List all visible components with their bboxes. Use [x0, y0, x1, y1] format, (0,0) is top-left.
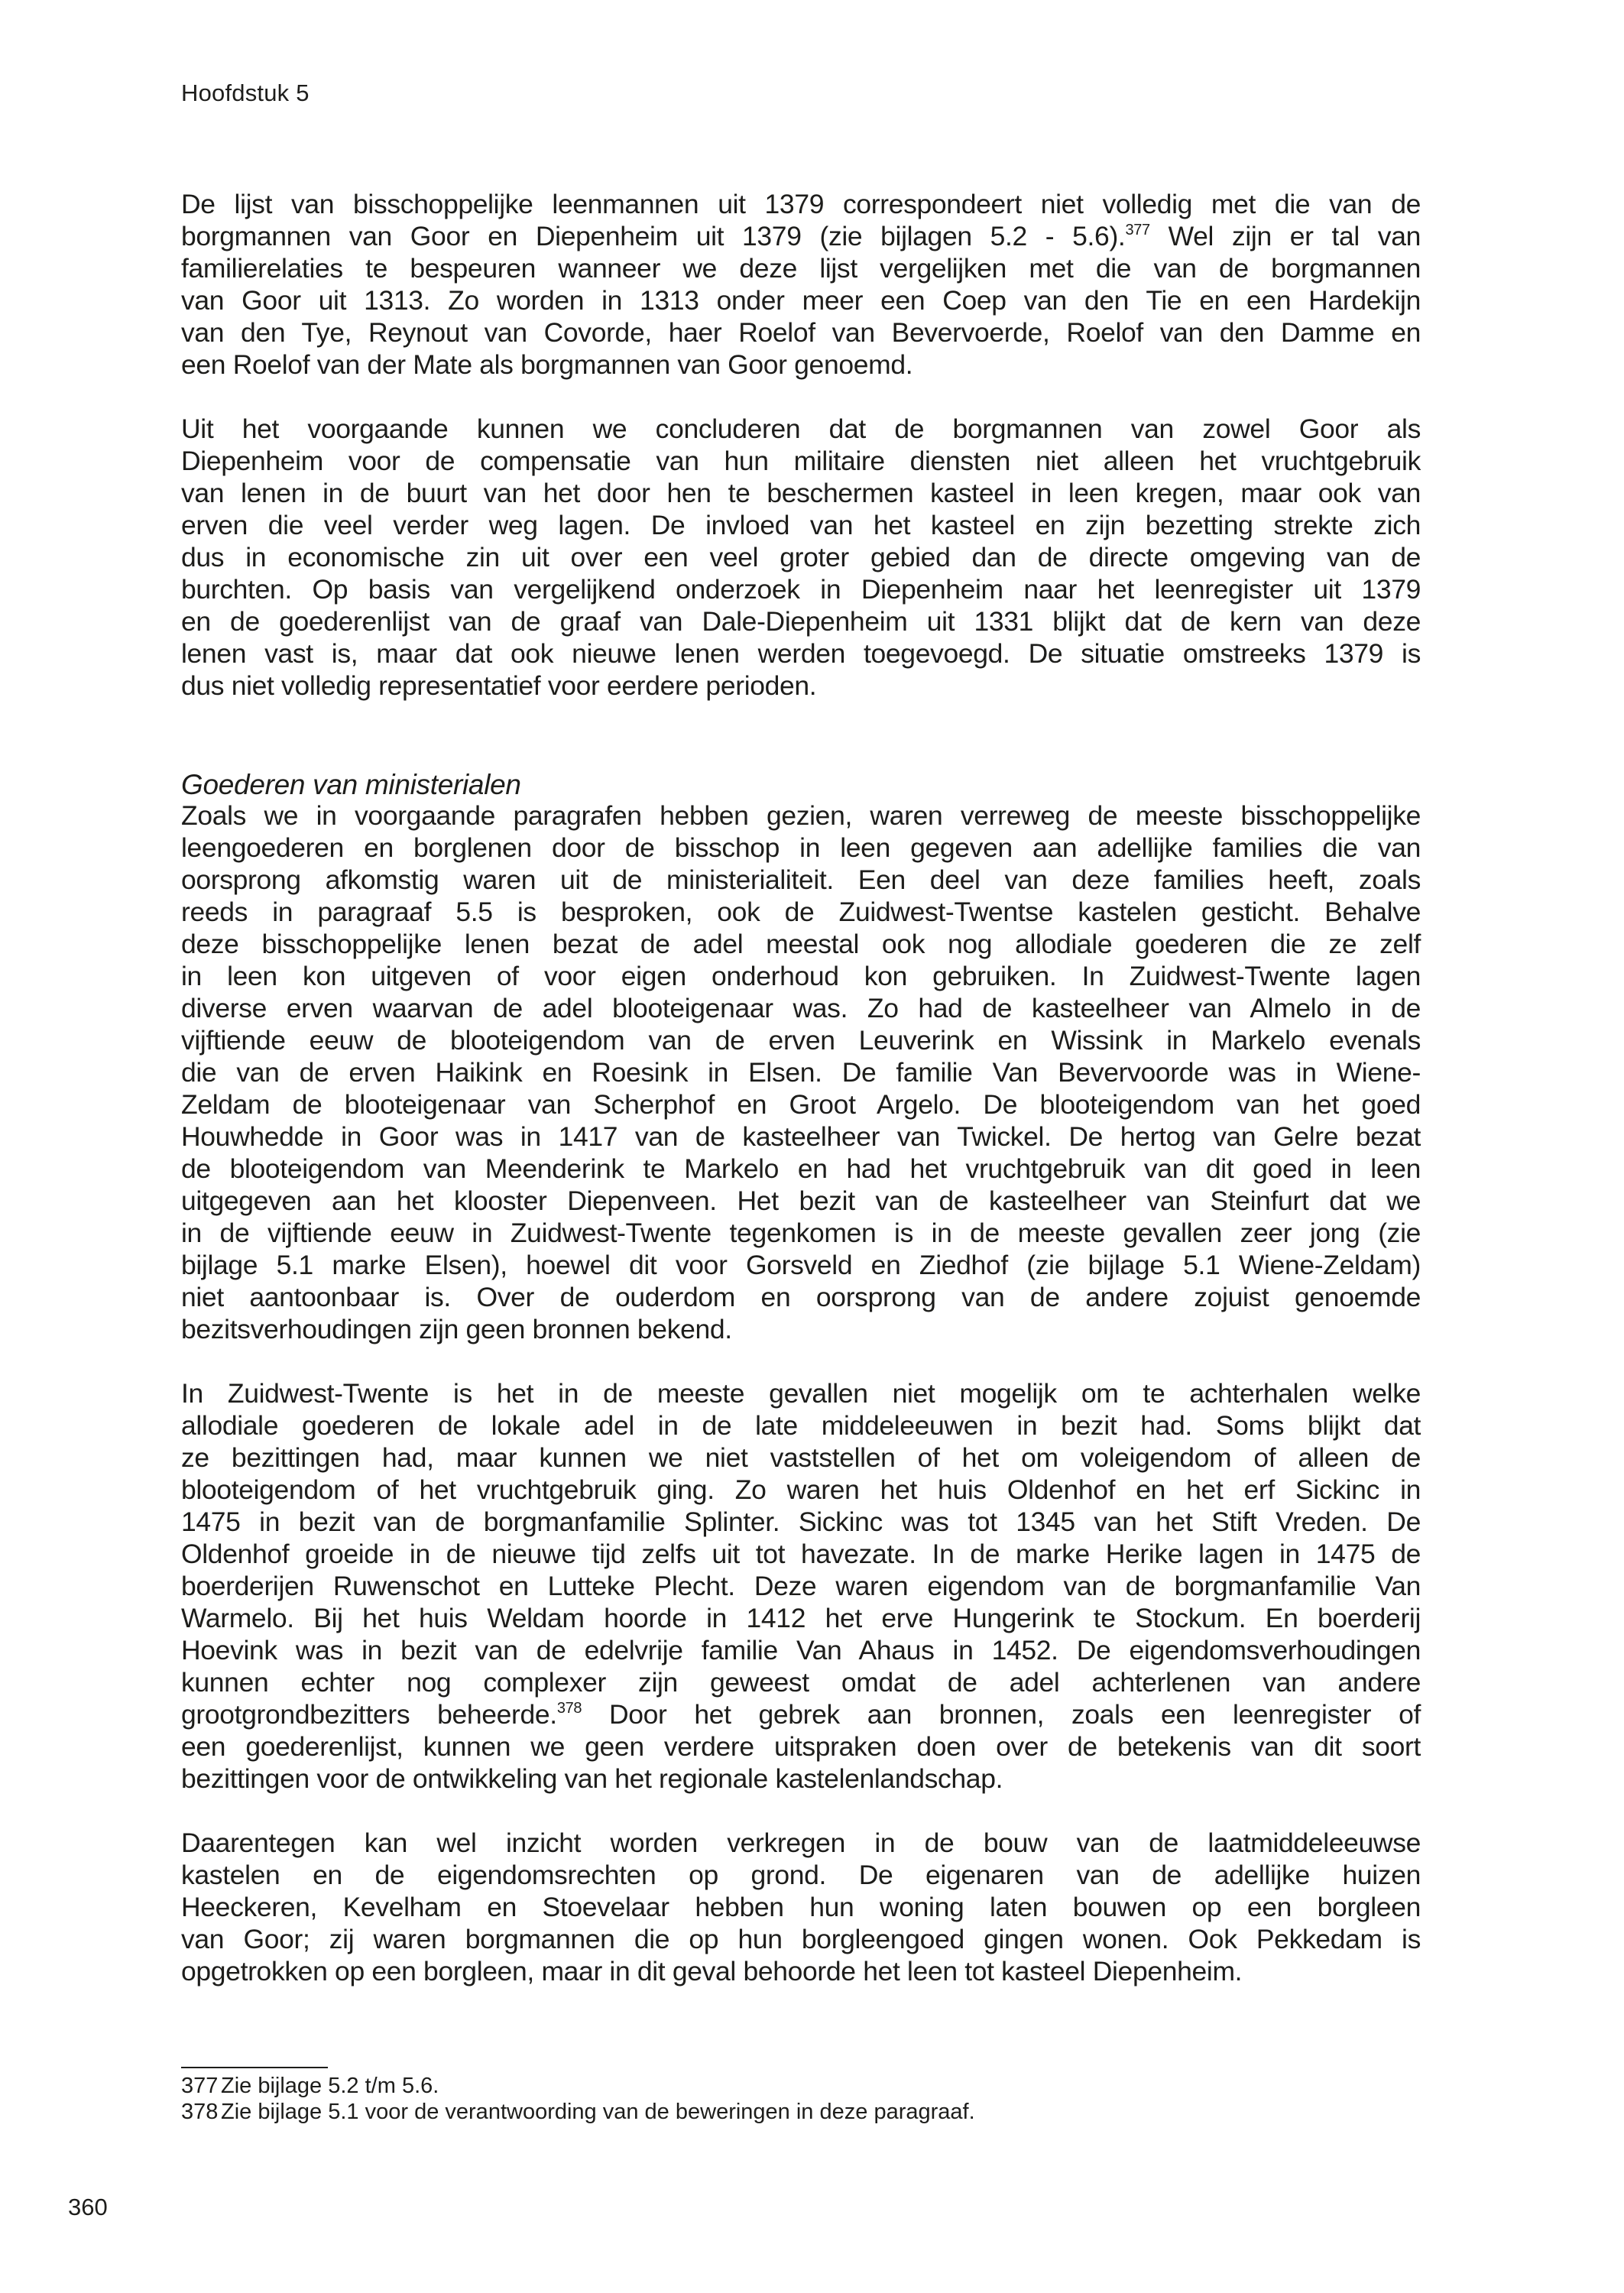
section-goederen — [181, 769, 1421, 1987]
text-line: dus in economische zin uit over een veel groter gebied dan de directe omgeving van de — [181, 542, 1421, 572]
text-line: opgetrokken op een borgleen, maar in dit geval behoorde het leen tot kasteel Diepenheim. — [181, 1956, 1243, 1987]
text-line: diverse erven waarvan de adel blooteigenaar was. Zo had de kasteelheer van Almelo in de — [181, 993, 1421, 1023]
text-line: van Goor uit 1313. Zo worden in 1313 onder meer een Coep van den Tie en een Hardekijn — [181, 285, 1421, 316]
text-line: Uit het voorgaande kunnen we concluderen dat de borgmannen van zowel Goor als — [181, 414, 1421, 444]
footnote-ref[interactable]: 378 — [556, 1700, 582, 1717]
paragraph-1 — [181, 188, 1421, 381]
text-line: Diepenheim voor de compensatie van hun militaire diensten niet alleen het vruchtgebruik — [181, 446, 1421, 476]
text-line: bijlage 5.1 marke Elsen), hoewel dit voor Gorsveld en Ziedhof (zie bijlage 5.1 Wiene-Zeldam) — [181, 1250, 1421, 1280]
footnotes — [181, 2073, 975, 2125]
text-line: lenen vast is, maar dat ook nieuwe lenen werden toegevoegd. De situatie omstreeks 1379 is — [181, 638, 1421, 669]
text-line: Zoals we in voorgaande paragrafen hebben gezien, waren verreweg de meeste bisschoppelijke — [181, 800, 1421, 831]
text-line — [181, 1698, 1421, 1730]
text-line: van den Tye, Reynout van Covorde, haer Roelof van Bevervoerde, Roelof van den Damme en — [181, 317, 1421, 348]
text-line: bezittingen voor de ontwikkeling van het regionale kastelenlandschap. — [181, 1763, 1003, 1794]
footnote-text: Zie bijlage 5.2 t/m 5.6. — [221, 2074, 439, 2098]
text-line: blooteigendom of het vruchtgebruik ging. Zo waren het huis Oldenhof en het erf Sickinc in — [181, 1474, 1421, 1505]
paragraph-3 — [181, 799, 1421, 1345]
footnote-ref[interactable]: 377 — [1125, 222, 1150, 238]
text-line: niet aantoonbaar is. Over de ouderdom en oorsprong van de andere zojuist genoemde — [181, 1282, 1421, 1312]
text-line: allodiale goederen de lokale adel in de late middeleeuwen in bezit had. Soms blijkt dat — [181, 1410, 1421, 1441]
footnote-number: 377 — [181, 2074, 219, 2098]
text-line: 1475 in bezit van de borgmanfamilie Splinter. Sickinc was tot 1345 van het Stift Vreden. De — [181, 1507, 1421, 1537]
text-line: kunnen echter nog complexer zijn geweest omdat de adel achterlenen van andere — [181, 1667, 1421, 1698]
text-segment: Door het gebrek aan bronnen, zoals een leenregister of — [582, 1699, 1421, 1730]
text-line: Warmelo. Bij het huis Weldam hoorde in 1412 het erve Hungerink te Stockum. En boerderij — [181, 1603, 1421, 1633]
text-line — [181, 220, 1421, 252]
text-line: oorsprong afkomstig waren uit de ministerialiteit. Een deel van deze families heeft, zoals — [181, 864, 1421, 895]
text-line: Zeldam de blooteigenaar van Scherphof en Groot Argelo. De blooteigendom van het goed — [181, 1089, 1421, 1120]
text-line: van Goor; zij waren borgmannen die op hun borgleengoed gingen wonen. Ook Pekkedam is — [181, 1924, 1421, 1954]
text-line: leengoederen en borglenen door de bisschop in leen gegeven aan adellijke families die van — [181, 832, 1421, 863]
text-line: Daarentegen kan wel inzicht worden verkregen in de bouw van de laatmiddeleeuwse — [181, 1828, 1421, 1858]
section-heading: Goederen van ministerialen — [181, 769, 521, 800]
text-line: dus niet volledig representatief voor eerdere perioden. — [181, 670, 817, 701]
text-line: Oldenhof groeide in de nieuwe tijd zelfs uit tot havezate. In de marke Herike lagen in 1475 de — [181, 1539, 1421, 1569]
text-line: De lijst van bisschoppelijke leenmannen uit 1379 correspondeert niet volledig met die van de — [181, 189, 1421, 219]
text-line: In Zuidwest-Twente is het in de meeste gevallen niet mogelijk om te achterhalen welke — [181, 1378, 1421, 1409]
paragraph-4 — [181, 1377, 1421, 1795]
text-line: een goederenlijst, kunnen we geen verdere uitspraken doen over de betekenis van dit soort — [181, 1731, 1421, 1762]
text-segment: grootgrondbezitters beheerde. — [181, 1699, 557, 1730]
text-segment: borgmannen van Goor en Diepenheim uit 1379 (zie bijlagen 5.2 - 5.6). — [181, 221, 1126, 251]
text-line: de blooteigendom van Meenderink te Markelo en had het vruchtgebruik van dit goed in leen — [181, 1153, 1421, 1184]
text-line: erven die veel verder weg lagen. De invloed van het kasteel en zijn bezetting strekte zich — [181, 510, 1421, 540]
text-line: familierelaties te bespeuren wanneer we deze lijst vergelijken met die van de borgmannen — [181, 253, 1421, 284]
text-line: in leen kon uitgeven of voor eigen onderhoud kon gebruiken. In Zuidwest-Twente lagen — [181, 961, 1421, 991]
text-line: ze bezittingen had, maar kunnen we niet vaststellen of het om voleigendom of alleen de — [181, 1442, 1421, 1473]
text-line: uitgegeven aan het klooster Diepenveen. Het bezit van de kasteelheer van Steinfurt dat we — [181, 1185, 1421, 1216]
text-line: bezitsverhoudingen zijn geen bronnen bekend. — [181, 1314, 732, 1344]
text-line: Heeckeren, Kevelham en Stoevelaar hebben hun woning laten bouwen op een borgleen — [181, 1892, 1421, 1922]
footnote-number: 378 — [181, 2100, 219, 2124]
footnote-separator — [181, 2067, 328, 2068]
text-line: kastelen en de eigendomsrechten op grond. De eigenaren van de adellijke huizen — [181, 1860, 1421, 1890]
text-line: een Roelof van der Mate als borgmannen van Goor genoemd. — [181, 349, 913, 380]
footnote-378 — [181, 2099, 975, 2125]
text-line: reeds in paragraaf 5.5 is besproken, ook de Zuidwest-Twentse kastelen gesticht. Behalve — [181, 897, 1421, 927]
text-line: in de vijftiende eeuw in Zuidwest-Twente tegenkomen is in de meeste gevallen zeer jong (zie — [181, 1218, 1421, 1248]
running-head: Hoofdstuk 5 — [181, 79, 310, 106]
page-number: 360 — [68, 2194, 108, 2220]
footnote-text: Zie bijlage 5.1 voor de verantwoording van de beweringen in deze paragraaf. — [221, 2100, 975, 2124]
text-segment: Wel zijn er tal van — [1149, 221, 1421, 251]
text-line: deze bisschoppelijke lenen bezat de adel meestal ook nog allodiale goederen die ze zelf — [181, 929, 1421, 959]
text-line: Hoevink was in bezit van de edelvrije familie Van Ahaus in 1452. De eigendomsverhoudingen — [181, 1635, 1421, 1665]
body-text — [181, 188, 1421, 734]
paragraph-5 — [181, 1827, 1421, 1987]
text-line: en de goederenlijst van de graaf van Dale-Diepenheim uit 1331 blijkt dat de kern van deze — [181, 606, 1421, 637]
text-line: van lenen in de buurt van het door hen te beschermen kasteel in leen kregen, maar ook van — [181, 478, 1421, 508]
footnote-377 — [181, 2073, 975, 2099]
text-line: boerderijen Ruwenschot en Lutteke Plecht. Deze waren eigendom van de borgmanfamilie Van — [181, 1571, 1421, 1601]
paragraph-2 — [181, 413, 1421, 702]
text-line: die van de erven Haikink en Roesink in Elsen. De familie Van Bevervoorde was in Wiene- — [181, 1057, 1421, 1088]
text-line: Houwhedde in Goor was in 1417 van de kasteelheer van Twickel. De hertog van Gelre bezat — [181, 1121, 1421, 1152]
text-line: vijftiende eeuw de blooteigendom van de erven Leuverink en Wissink in Markelo evenals — [181, 1025, 1421, 1056]
text-line: burchten. Op basis van vergelijkend onderzoek in Diepenheim naar het leenregister uit 1379 — [181, 574, 1421, 605]
